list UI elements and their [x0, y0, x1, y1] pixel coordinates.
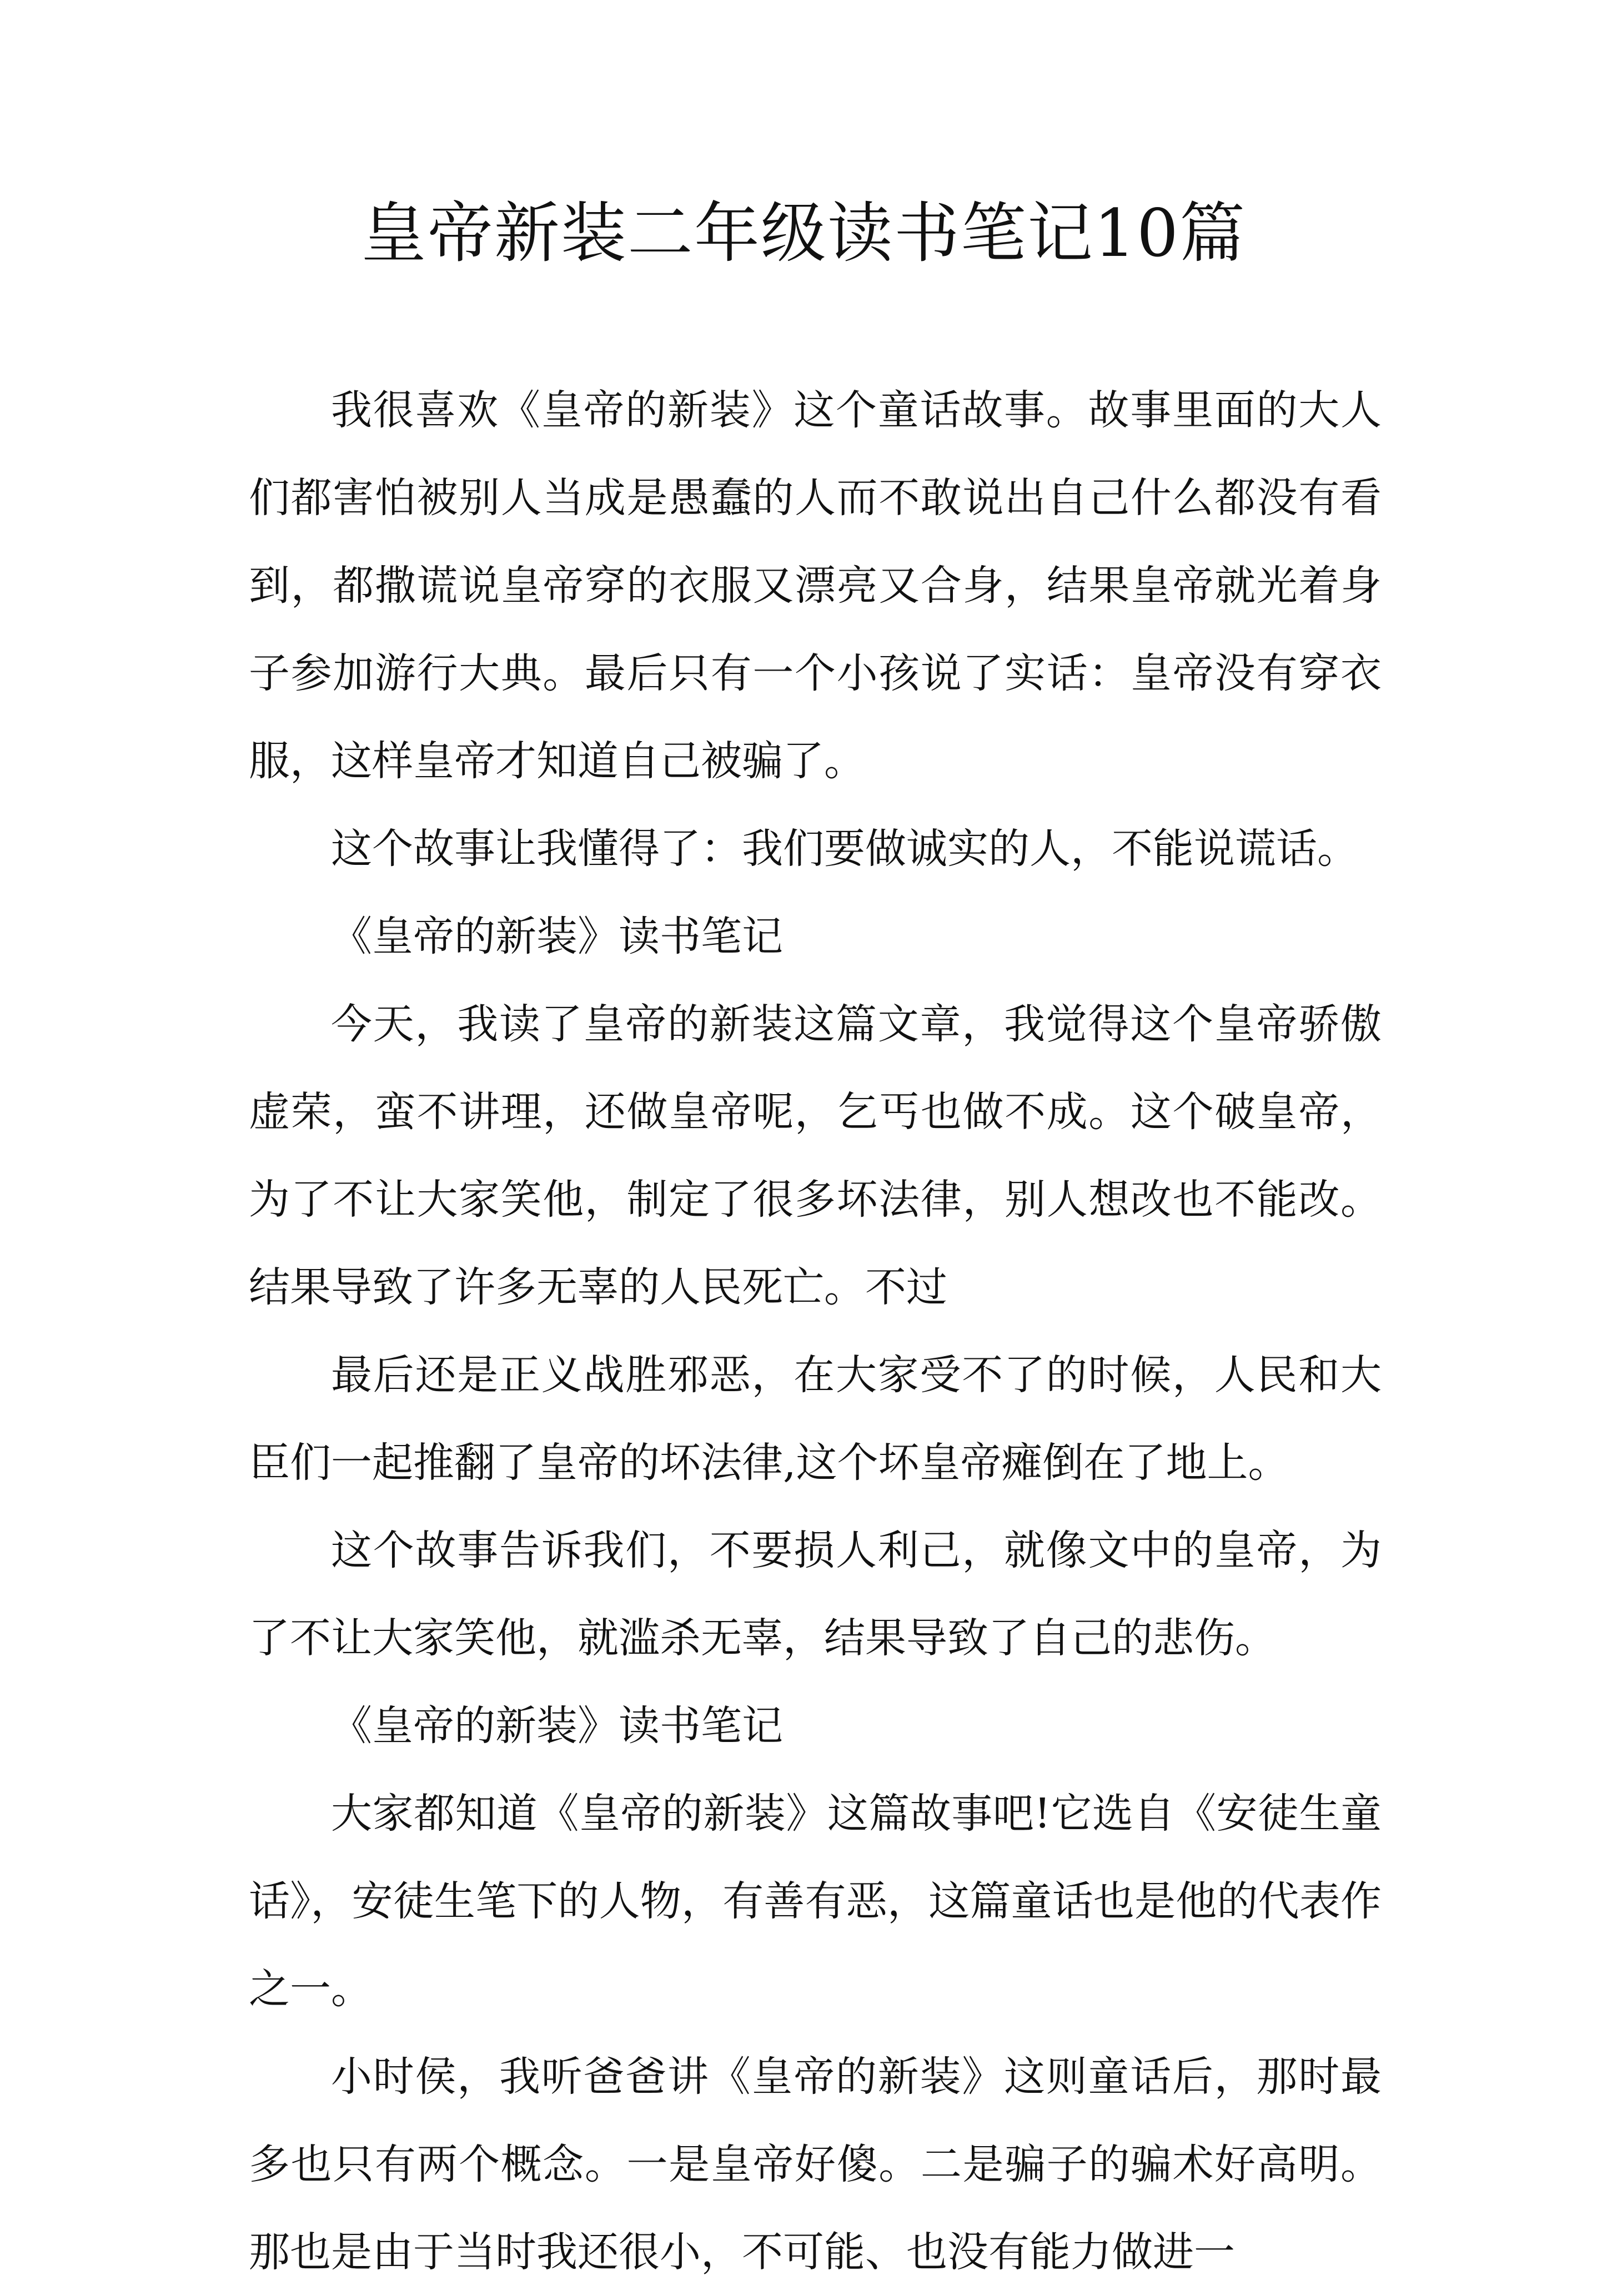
section-heading: 《皇帝的新装》读书笔记	[331, 1702, 783, 1750]
paragraph: 小时侯，我听爸爸讲《皇帝的新装》这则童话后，那时最多也只有两个概念。一是皇帝好傻。二是骗子的骗术好高明。那也是由于当时我还很小，不可能、也没有能力做进一	[249, 2053, 1382, 2276]
document-body	[249, 366, 1382, 2296]
paragraph: 这个故事让我懂得了：我们要做诚实的人，不能说谎话。	[331, 825, 1358, 873]
paragraph: 大家都知道《皇帝的新装》这篇故事吧!它选自《安徒生童话》，安徒生笔下的人物，有善有恶，这篇童话也是他的代表作之一。	[249, 1790, 1382, 2013]
section-heading: 《皇帝的新装》读书笔记	[331, 913, 783, 960]
paragraph: 今天，我读了皇帝的新装这篇文章，我觉得这个皇帝骄傲虚荣，蛮不讲理，还做皇帝呢，乞丐也做不成。这个破皇帝，为了不让大家笑他，制定了很多坏法律，别人想改也不能改。结果导致了许多无辜的人民死亡。不过	[249, 1000, 1382, 1311]
paragraph: 我很喜欢《皇帝的新装》这个童话故事。故事里面的大人们都害怕被别人当成是愚蠢的人而不敢说出自己什么都没有看到，都撒谎说皇帝穿的衣服又漂亮又合身，结果皇帝就光着身子参加游行大典。最后只有一个小孩说了实话：皇帝没有穿衣服，这样皇帝才知道自己被骗了。	[249, 386, 1382, 785]
paragraph: 这个故事告诉我们，不要损人利己，就像文中的皇帝，为了不让大家笑他，就滥杀无辜，结果导致了自己的悲伤。	[249, 1527, 1382, 1662]
paragraph: 最后还是正义战胜邪恶，在大家受不了的时候，人民和大臣们一起推翻了皇帝的坏法律,这个坏皇帝瘫倒在了地上。	[249, 1351, 1382, 1487]
document-title: 皇帝新装二年级读书笔记10篇	[360, 195, 1247, 271]
